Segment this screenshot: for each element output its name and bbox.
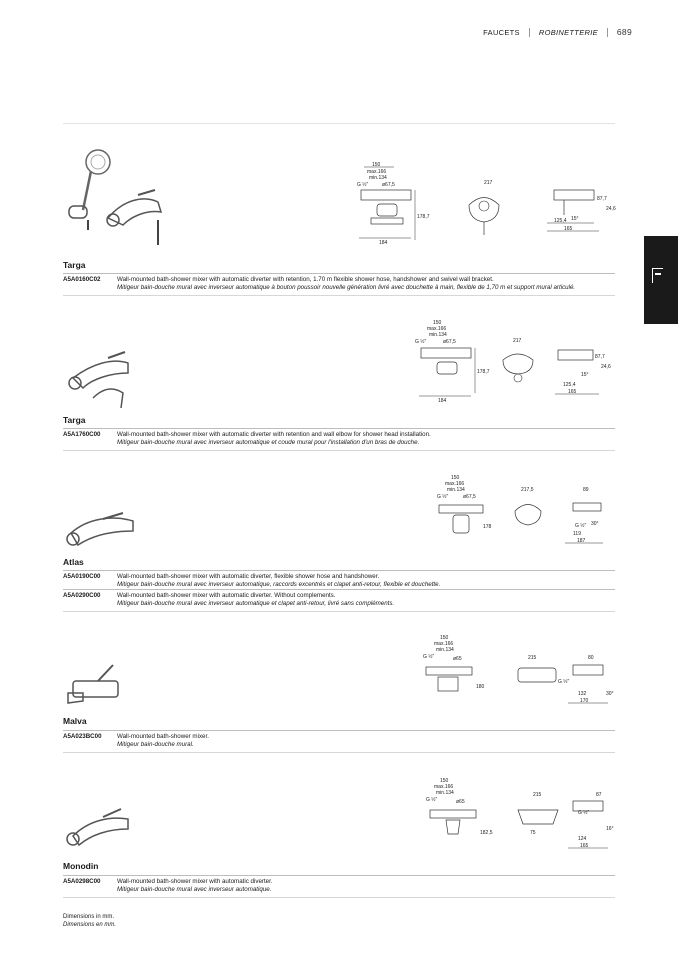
description-en: Wall-mounted bath-shower mixer with automatic diverter, flexible shower hose and handshower. (117, 573, 380, 580)
dim-label: 89 (583, 487, 589, 493)
dim-label: 165 (580, 843, 589, 849)
dim-label: G ½" (578, 810, 590, 816)
dim-label: 16° (606, 826, 614, 832)
product-row (63, 875, 615, 898)
header-category-fr: ROBINETTERIE (538, 27, 598, 37)
dim-label: 24,6 (606, 206, 616, 212)
dim-label: 124 (578, 836, 587, 842)
dim-label: 184 (438, 398, 447, 404)
dim-label: 170 (580, 698, 589, 704)
description-fr: Mitigeur bain-douche mural avec inverseur automatique, raccords excentrés et clapet anti-retour, flexible et douchette. (117, 581, 441, 588)
dim-label: min.134 (429, 332, 447, 338)
dim-label: 87,7 (597, 196, 607, 202)
product-row (63, 730, 615, 753)
dim-label: max.166 (367, 169, 387, 175)
technical-drawing (418, 776, 618, 856)
dim-label: G ½" (357, 182, 369, 188)
product-code: A5A0298C00 (63, 878, 101, 885)
dim-label: 150 (440, 778, 449, 784)
description-en: Wall-mounted bath-shower mixer with automatic diverter with retention and wall elbow for shower head installation. (117, 431, 431, 438)
dim-label: min.134 (436, 647, 454, 653)
dim-label: 184 (379, 240, 388, 246)
product-row (63, 570, 615, 589)
dim-label: G ½" (558, 679, 570, 685)
product-row (63, 428, 615, 451)
dim-label: 119 (573, 531, 581, 537)
dim-label: 15° (581, 372, 589, 378)
dim-label: G ½" (437, 494, 449, 500)
description-fr: Mitigeur bain-douche mural avec inverseur automatique. (117, 886, 272, 893)
dim-label: 132 (578, 691, 587, 697)
product-section-atlas (63, 473, 615, 608)
dim-label: ø67,5 (463, 494, 476, 500)
description-fr: Mitigeur bain-douche mural avec inverseur automatique à bouton poussoir nouvelle génération livré avec douchette à main, flexible de 1,70 m et support mural articulé. (117, 284, 576, 291)
product-title: Monodin (63, 861, 99, 871)
product-title: Atlas (63, 557, 84, 567)
dim-label: min.134 (436, 790, 454, 796)
dim-label: 217 (513, 338, 522, 344)
product-code: A5A0190C00 (63, 573, 101, 580)
dim-label: 215 (528, 655, 537, 661)
description-en: Wall-mounted bath-shower mixer. (117, 733, 209, 740)
page-number: 689 (616, 27, 632, 37)
product-section-targa-2 (63, 318, 615, 453)
dim-label: 178,7 (417, 214, 430, 220)
dim-label: 187 (577, 538, 586, 544)
product-photo (63, 140, 173, 255)
dim-label: 165 (568, 389, 577, 395)
dim-label: 178,7 (477, 369, 490, 375)
dim-label: ø65 (456, 799, 465, 805)
description-fr: Mitigeur bain-douche mural. (117, 741, 194, 748)
description-en: Wall-mounted bath-shower mixer with automatic diverter. (117, 878, 273, 885)
dim-label: 180 (476, 684, 485, 690)
dim-label: ø67,5 (382, 182, 395, 188)
product-photo (63, 801, 173, 861)
dim-label: 150 (451, 475, 460, 481)
dim-label: 182,5 (480, 830, 493, 836)
product-title: Targa (63, 260, 86, 270)
page-header (483, 27, 632, 37)
dim-label: ø65 (453, 656, 462, 662)
section-tab-icon (652, 268, 663, 283)
technical-drawing (418, 633, 618, 713)
technical-drawing (403, 318, 613, 408)
dim-label: max.166 (434, 784, 454, 790)
footer-fr: Dimensions en mm. (63, 922, 117, 928)
product-section-malva (63, 633, 615, 753)
description-en: Wall-mounted bath-shower mixer with automatic diverter. Without complements. (117, 592, 336, 599)
dim-label: 15° (571, 216, 579, 222)
product-code: A5A0160C02 (63, 276, 101, 283)
dim-label: G ½" (415, 339, 427, 345)
product-code: A5A0290C00 (63, 592, 101, 599)
dim-label: max.166 (427, 326, 447, 332)
product-photo (63, 338, 173, 418)
product-section-monodin (63, 776, 615, 901)
description-fr: Mitigeur bain-douche mural avec inverseur automatique et coude mural pour l'installation d'un bras de douche. (117, 439, 420, 446)
dim-label: min.134 (447, 487, 465, 493)
dim-label: 215 (533, 792, 542, 798)
product-photo (63, 653, 173, 723)
product-code: A5A023BC00 (63, 733, 102, 740)
footer-en: Dimensions in mm. (63, 914, 115, 920)
dim-label: G ½" (423, 654, 435, 660)
product-section-targa-1 (63, 140, 615, 300)
dim-label: 217,5 (521, 487, 534, 493)
dim-label: 75 (530, 830, 536, 836)
dim-label: G ½" (426, 797, 438, 803)
technical-drawing (433, 473, 613, 553)
dim-label: 30° (591, 521, 599, 527)
dim-label: max.166 (445, 481, 465, 487)
dim-label: ø67,5 (443, 339, 456, 345)
product-title: Malva (63, 716, 87, 726)
top-rule (63, 123, 615, 124)
product-row (63, 589, 615, 612)
dim-label: G ½" (575, 523, 587, 529)
product-photo (63, 503, 173, 563)
header-divider (529, 28, 530, 37)
section-tab (644, 236, 678, 324)
header-divider (607, 28, 608, 37)
dim-label: 178 (483, 524, 492, 530)
product-title: Targa (63, 415, 86, 425)
description-fr: Mitigeur bain-douche mural avec inverseur automatique et clapet anti-retour, livré sans compléments. (117, 600, 395, 607)
dim-label: 125,4 (563, 382, 576, 388)
header-category-en: FAUCETS (483, 27, 520, 37)
dim-label: 217 (484, 180, 493, 186)
dim-label: 165 (564, 226, 573, 232)
technical-drawing (349, 160, 619, 270)
dim-label: 125,4 (554, 218, 567, 224)
dim-label: 150 (372, 162, 381, 168)
footer-note (63, 913, 116, 929)
dim-label: 30° (606, 691, 614, 697)
product-code: A5A1760C00 (63, 431, 101, 438)
dim-label: 87,7 (595, 354, 605, 360)
description-en: Wall-mounted bath-shower mixer with automatic diverter with retention, 1.70 m flexible shower hose, handshower and swivel wall bracket. (117, 276, 494, 283)
dim-label: 150 (433, 320, 442, 326)
product-row (63, 273, 615, 296)
dim-label: 80 (588, 655, 594, 661)
dim-label: min.134 (369, 175, 387, 181)
dim-label: 150 (440, 635, 449, 641)
dim-label: 87 (596, 792, 602, 798)
dim-label: 24,6 (601, 364, 611, 370)
dim-label: max.166 (434, 641, 454, 647)
